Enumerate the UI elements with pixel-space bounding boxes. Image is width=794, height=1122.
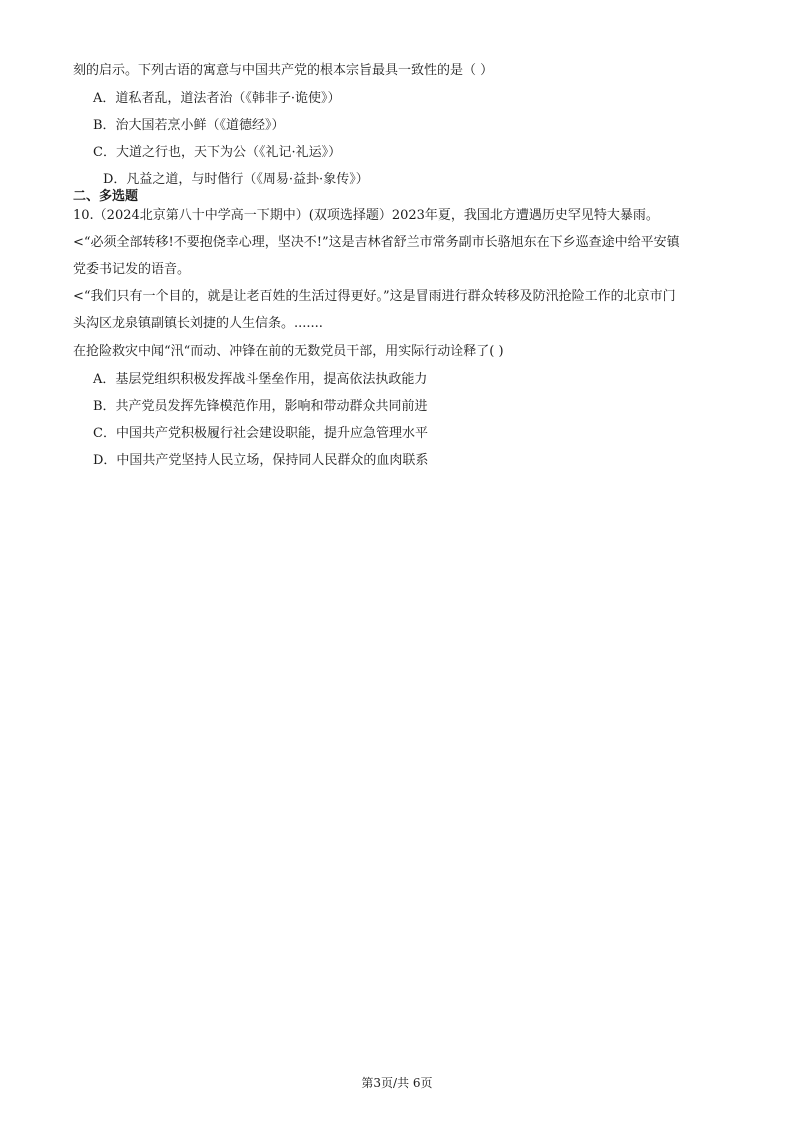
q10-quote-1-line-1: <“必须全部转移!不要抱侥幸心理，坚决不!”这是吉林省舒兰市常务副市长骆旭东在下乡巡查途中给平安镇 [73, 235, 680, 250]
q10-stem-final: 在抢险救灾中闻“汛“而动、冲锋在前的无数党员干部，用实际行动诠释了( ) [73, 344, 504, 359]
q10-quote-2-line-2: 头沟区龙泉镇副镇长刘捷的人生信条。....... [73, 316, 323, 331]
section-heading-multiple-choice: 二、多选题 [73, 189, 139, 204]
q10-option-a: A．基层党组织积极发挥战斗堡垒作用，提高依法执政能力 [93, 372, 428, 387]
q10-quote-1-line-2: 党委书记发的语音。 [73, 262, 191, 277]
q10-option-b: B．共产党员发挥先锋模范作用，影响和带动群众共同前进 [93, 399, 428, 414]
q9-stem-tail: 刻的启示。下列古语的寓意与中国共产党的根本宗旨最具一致性的是（ ） [73, 63, 494, 78]
q9-option-b: B．治大国若烹小鲜（《道德经》） [93, 118, 285, 133]
page-number: 第3页/共 6页 [361, 1076, 433, 1090]
q9-option-c: C．大道之行也，天下为公（《礼记·礼运》） [93, 145, 342, 160]
q9-option-d: D．凡益之道，与时偕行（《周易·益卦·象传》） [103, 172, 369, 187]
q10-stem-line-1: 10.（2024北京第八十中学高一下期中）(双项选择题）2023年夏，我国北方遭遇历史罕见特大暴雨。 [73, 208, 659, 223]
q10-quote-2-line-1: <“我们只有一个目的，就是让老百姓的生活过得更好。”这是冒雨进行群众转移及防汛抢险工作的北京市门 [73, 289, 676, 304]
q10-option-c: C．中国共产党积极履行社会建设职能，提升应急管理水平 [93, 426, 428, 441]
q9-option-a: A．道私者乱，道法者治（《韩非子·诡使》） [93, 91, 341, 106]
q10-option-d: D．中国共产党坚持人民立场，保持同人民群众的血肉联系 [93, 453, 429, 468]
